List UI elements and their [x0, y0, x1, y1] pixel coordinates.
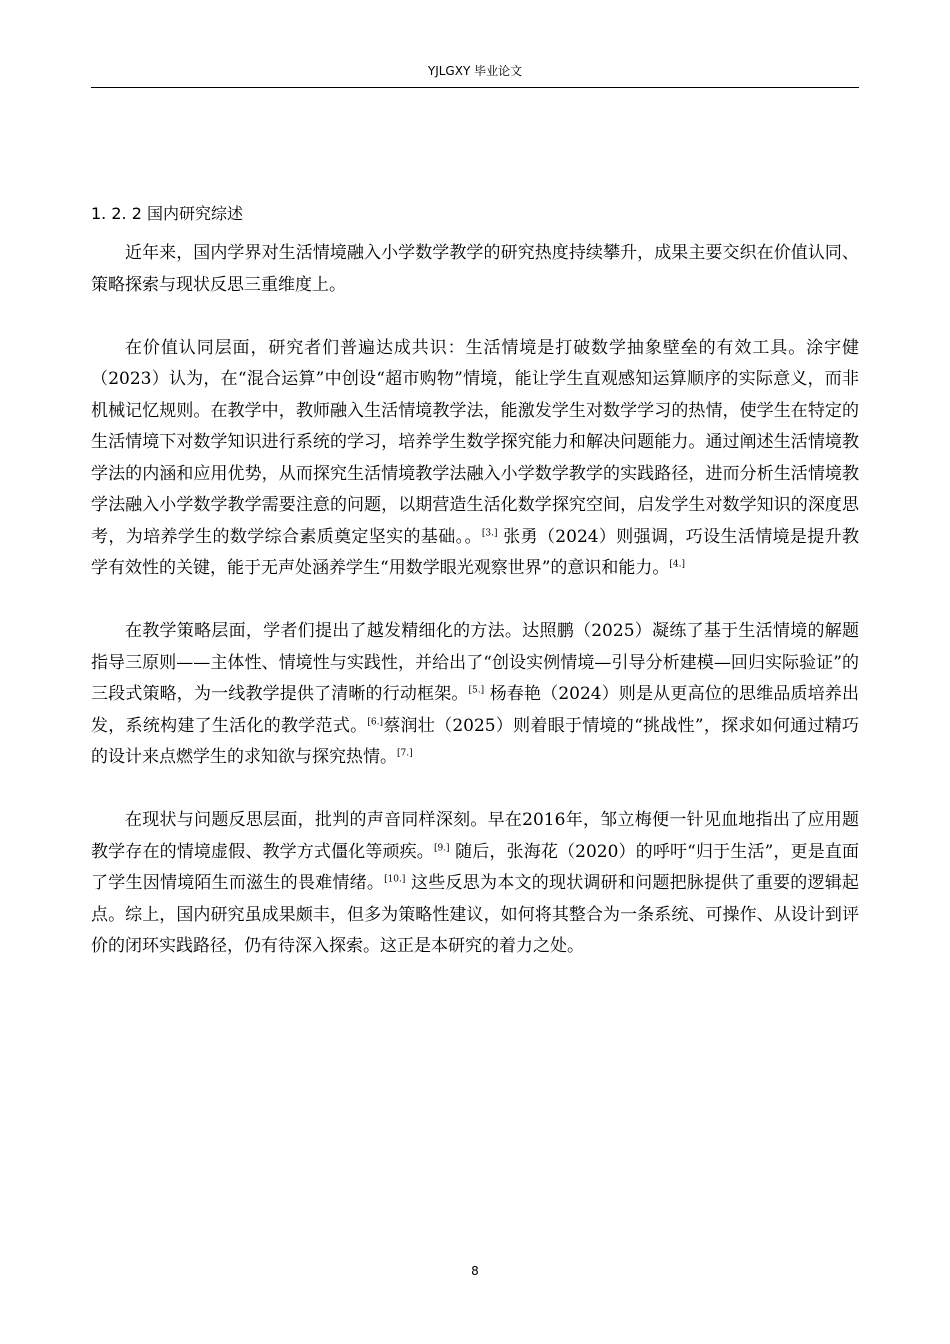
paragraph-text: 杨春艳（2024）则是从更高位的思维品质培养出发，系统构建了生活化的教学范式。 [91, 684, 860, 736]
paragraph-text: 在价值认同层面，研究者们普遍达成共识：生活情境是打破数学抽象壁垒的有效工具。涂宇健（2023）认为，在“混合运算”中创设“超市购物”情境，能让学生直观感知运算顺序的实际意义，而非机械记忆规则。在教学中，教师融入生活情境教学法，能激发学生对数学学习的热情，使学生在特定的生活情境下对数学知识进行系统的学习，培养学生数学探究能力和解决问题能力。通过阐述生活情境教学法的内涵和应用优势，从而探究生活情境教学法融入小学数学教学的实践路径，进而分析生活情境教学法融入小学数学教学需要注意的问题，以期营造生活化数学探究空间，启发学生对数学知识的深度思考，为培养学生的数学综合素质奠定坚实的基础。。 [91, 337, 859, 547]
citation-marker: [5.] [468, 685, 485, 696]
section-heading: 1. 2. 2 国内研究综述 [91, 204, 243, 223]
body-text [91, 238, 859, 963]
paragraph [91, 805, 859, 963]
paragraph [91, 333, 859, 585]
page-header: YJLGXY 毕业论文 [427, 64, 523, 78]
citation-marker: [3.] [481, 527, 498, 538]
citation-marker: [6.] [367, 716, 383, 727]
citation-marker: [7.] [397, 748, 413, 759]
paragraph-text: 在教学策略层面，学者们提出了越发精细化的方法。达照鹏（2025）凝练了基于生活情境的解题指导三原则——主体性、情境性与实践性，并给出了“创设实例情境—引导分析建模—回归实际验证”的三段式策略，为一线教学提供了清晰的行动框架。 [91, 621, 859, 704]
paragraph-text: 这些反思为本文的现状调研和问题把脉提供了重要的逻辑起点。综上，国内研究虽成果颇丰，但多为策略性建议，如何将其整合为一条系统、可操作、从设计到评价的闭环实践路径，仍有待深入探索。这正是本研究的着力之处。 [91, 873, 860, 956]
paragraph [91, 616, 859, 774]
citation-marker: [4.] [669, 559, 685, 570]
paragraph-text: 近年来，国内学界对生活情境融入小学数学教学的研究热度持续攀升，成果主要交织在价值认同、策略探索与现状反思三重维度上。 [91, 243, 859, 295]
header-divider [91, 87, 859, 88]
paragraph [91, 238, 859, 301]
citation-marker: [9.] [433, 842, 450, 853]
paragraph-text: 在现状与问题反思层面，批判的声音同样深刻。早在2016年，邹立梅便一针见血地指出了应用题教学存在的情境虚假、教学方式僵化等顽疾。 [91, 810, 859, 862]
paragraph-text: 随后，张海花（2020）的呼吁“归于生活”，更是直面了学生因情境陌生而滋生的畏难情绪。 [91, 841, 859, 893]
page-number: 8 [471, 1264, 479, 1278]
citation-marker: [10.] [384, 874, 406, 885]
paragraph-text: 张勇（2024）则强调，巧设生活情境是提升教学有效性的关键，能于无声处涵养学生“用数学眼光观察世界”的意识和能力。 [91, 526, 860, 578]
paragraph-text: 蔡润壮（2025）则着眼于情境的“挑战性”，探求如何通过精巧的设计来点燃学生的求知欲与探究热情。 [91, 715, 859, 767]
